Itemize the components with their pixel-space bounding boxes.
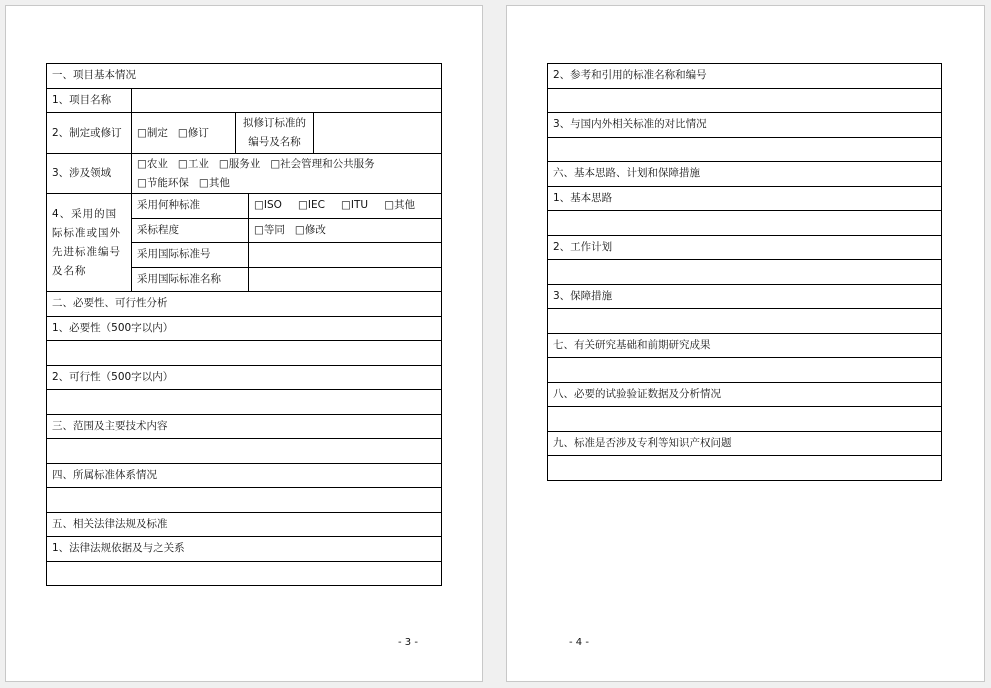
- which-std-options: [249, 194, 442, 219]
- necessity-field[interactable]: [47, 341, 442, 366]
- intl-std-name-field[interactable]: [249, 267, 442, 292]
- intl-std-no-label: 采用国际标准号: [132, 243, 249, 268]
- row-field[interactable]: [548, 137, 942, 162]
- row-label: 2、参考和引用的标准名称和编号: [548, 64, 942, 89]
- field-label: 3、涉及领域: [47, 154, 132, 194]
- checkbox-other[interactable]: □其他: [198, 176, 230, 189]
- intl-std-name-label: 采用国际标准名称: [132, 267, 249, 292]
- row-label: 1、基本思路: [548, 186, 942, 211]
- project-name-field[interactable]: [132, 88, 442, 113]
- page-number: - 3 -: [398, 637, 418, 648]
- section-heading: 一、项目基本情况: [47, 64, 442, 89]
- checkbox-other-std[interactable]: □其他: [384, 199, 415, 212]
- row-field[interactable]: [548, 260, 942, 285]
- row-field[interactable]: [548, 407, 942, 432]
- draft-revise-label: 2、制定或修订: [47, 113, 132, 154]
- project-name-label: 1、项目名称: [47, 88, 132, 113]
- row-field[interactable]: [548, 88, 942, 113]
- feasibility-label: 2、可行性（500字以内）: [47, 365, 442, 390]
- row-field[interactable]: [548, 309, 942, 334]
- checkbox-identical[interactable]: □等同: [254, 223, 285, 236]
- adoption-degree-label: 采标程度: [132, 218, 249, 243]
- laws-label: 1、法律法规依据及与之关系: [47, 537, 442, 562]
- laws-field[interactable]: [47, 561, 442, 586]
- std-system-field[interactable]: [47, 488, 442, 513]
- page-4: [506, 5, 985, 682]
- section-heading: 五、相关法律法规及标准: [47, 512, 442, 537]
- checkbox-draft[interactable]: □制定: [137, 126, 168, 139]
- adoption-degree-options: [249, 218, 442, 243]
- section-heading: 七、有关研究基础和前期研究成果: [548, 333, 942, 358]
- checkbox-agriculture[interactable]: □农业: [137, 157, 168, 170]
- row-field[interactable]: [548, 211, 942, 236]
- field-options: [132, 154, 442, 194]
- checkbox-iso[interactable]: □ISO: [254, 199, 282, 212]
- checkbox-services[interactable]: □服务业: [218, 157, 261, 170]
- checkbox-revise[interactable]: □修订: [177, 126, 209, 139]
- project-form-table-part1: [46, 63, 442, 586]
- row-field[interactable]: [548, 456, 942, 481]
- checkbox-energy-saving[interactable]: □节能环保: [137, 176, 189, 189]
- page-number: - 4 -: [569, 637, 589, 648]
- page-3: [5, 5, 483, 682]
- draft-revise-options: [132, 113, 236, 154]
- project-form-table-part2: [547, 63, 942, 481]
- feasibility-field[interactable]: [47, 390, 442, 415]
- necessity-label: 1、必要性（500字以内）: [47, 316, 442, 341]
- section-heading: 九、标准是否涉及专利等知识产权问题: [548, 431, 942, 456]
- revised-std-label: 拟修订标准的编号及名称: [236, 113, 314, 154]
- section-heading: 八、必要的试验验证数据及分析情况: [548, 382, 942, 407]
- intl-std-label: 4、采用的国际标准或国外先进标准编号及名称: [47, 194, 132, 292]
- section-heading: 四、所属标准体系情况: [47, 463, 442, 488]
- section-heading: 二、必要性、可行性分析: [47, 292, 442, 317]
- section-heading: 六、基本思路、计划和保障措施: [548, 162, 942, 187]
- checkbox-iec[interactable]: □IEC: [297, 199, 325, 212]
- section-heading: 三、范围及主要技术内容: [47, 414, 442, 439]
- row-label: 3、保障措施: [548, 284, 942, 309]
- row-label: 3、与国内外相关标准的对比情况: [548, 113, 942, 138]
- revised-std-field[interactable]: [314, 113, 442, 154]
- scope-field[interactable]: [47, 439, 442, 464]
- row-field[interactable]: [548, 358, 942, 383]
- row-label: 2、工作计划: [548, 235, 942, 260]
- checkbox-industry[interactable]: □工业: [177, 157, 209, 170]
- which-std-label: 采用何种标准: [132, 194, 249, 219]
- intl-std-no-field[interactable]: [249, 243, 442, 268]
- checkbox-modified[interactable]: □修改: [294, 223, 326, 236]
- checkbox-social-management[interactable]: □社会管理和公共服务: [270, 157, 375, 170]
- checkbox-itu[interactable]: □ITU: [340, 199, 369, 212]
